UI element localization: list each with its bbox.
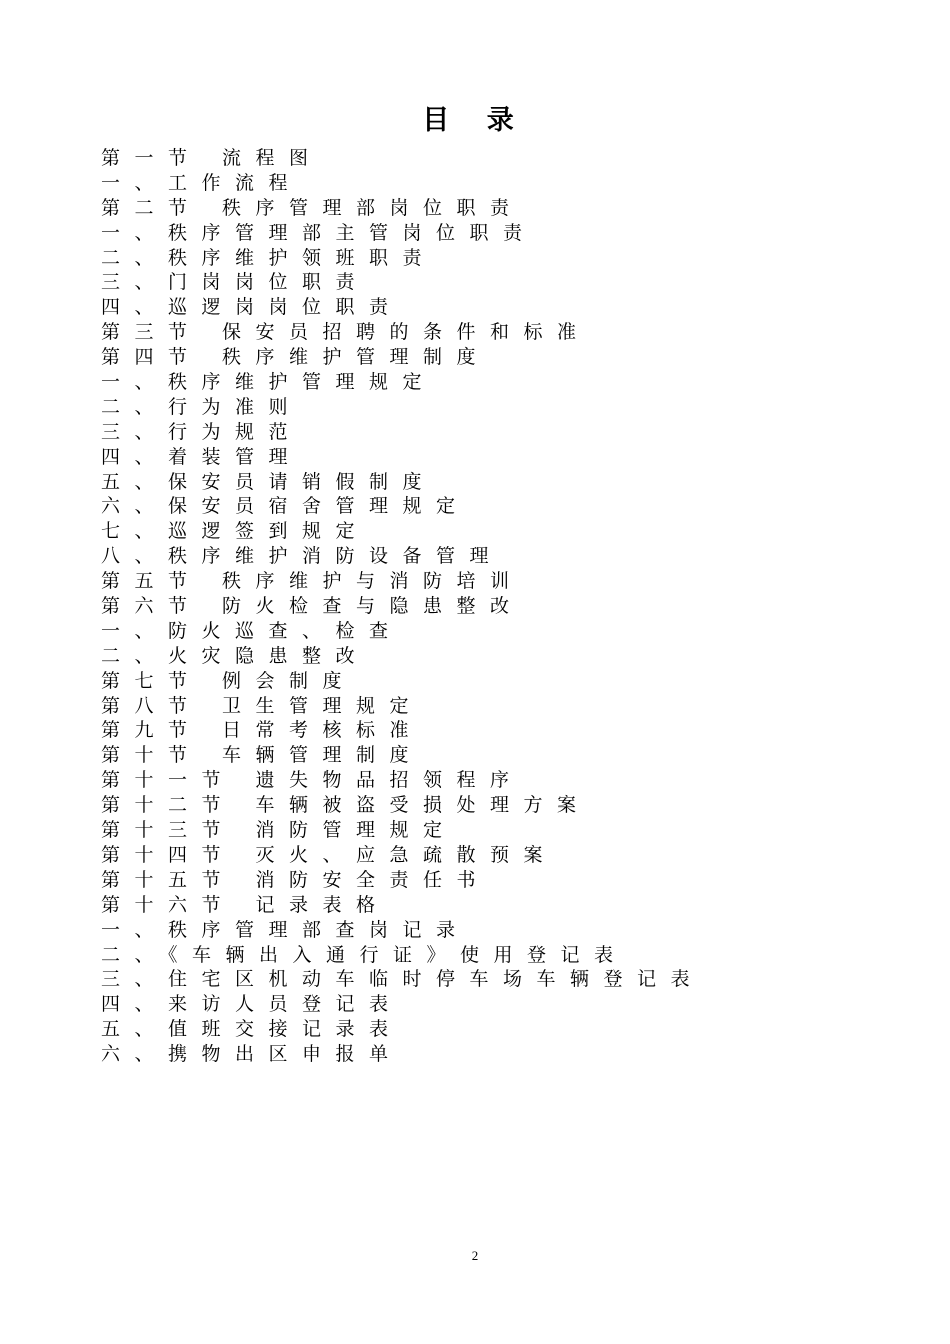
toc-entry: 二、《车辆出入通行证》使用登记表 xyxy=(101,943,628,966)
toc-entry: 四、来访人员登记表 xyxy=(101,993,403,1016)
toc-entry: 二、行为准则 xyxy=(101,395,303,418)
toc-entry: 第六节 防火检查与隐患整改 xyxy=(101,595,524,618)
toc-entry: 三、行为规范 xyxy=(101,420,303,443)
toc-entry: 第十五节 消防安全责任书 xyxy=(101,868,491,891)
toc-entry: 第八节 卫生管理规定 xyxy=(101,694,424,717)
toc-entry: 三、住宅区机动车临时停车场车辆登记表 xyxy=(101,968,705,991)
toc-entry: 二、秩序维护领班职责 xyxy=(101,246,437,269)
toc-entry: 一、工作流程 xyxy=(101,171,303,194)
toc-entry: 第五节 秩序维护与消防培训 xyxy=(101,570,524,593)
toc-entry: 第九节 日常考核标准 xyxy=(101,719,424,742)
toc-entry: 六、携物出区申报单 xyxy=(101,1043,403,1066)
toc-entry: 一、秩序管理部查岗记录 xyxy=(101,918,470,941)
toc-entry: 第三节 保安员招聘的条件和标准 xyxy=(101,321,591,344)
table-of-contents xyxy=(101,146,881,1067)
toc-entry: 第四节 秩序维护管理制度 xyxy=(101,346,491,369)
toc-entry: 七、巡逻签到规定 xyxy=(101,520,370,543)
toc-entry: 一、秩序维护管理规定 xyxy=(101,371,437,394)
toc-entry: 一、防火巡查、检查 xyxy=(101,619,403,642)
toc-entry: 第十六节 记录表格 xyxy=(101,893,390,916)
toc-entry: 第十二节 车辆被盗受损处理方案 xyxy=(101,794,591,817)
page-number: 2 xyxy=(471,1248,479,1263)
toc-entry: 第一节 流程图 xyxy=(101,147,323,169)
toc-entry: 五、保安员请销假制度 xyxy=(101,470,437,493)
toc-entry: 八、秩序维护消防设备管理 xyxy=(101,545,504,568)
toc-entry: 第十四节 灭火、应急疏散预案 xyxy=(101,843,558,866)
toc-entry: 四、巡逻岗岗位职责 xyxy=(101,296,403,319)
toc-entry: 第七节 例会制度 xyxy=(101,669,357,692)
toc-entry: 三、门岗岗位职责 xyxy=(101,271,370,294)
toc-entry: 第十节 车辆管理制度 xyxy=(101,744,424,767)
page-title: 目 录 xyxy=(422,105,528,136)
toc-entry: 四、着装管理 xyxy=(101,445,303,468)
toc-entry: 第十一节 遗失物品招领程序 xyxy=(101,769,524,792)
toc-entry: 六、保安员宿舍管理规定 xyxy=(101,495,470,518)
toc-entry: 第二节 秩序管理部岗位职责 xyxy=(101,196,524,219)
toc-entry: 第十三节 消防管理规定 xyxy=(101,819,457,842)
toc-entry: 二、火灾隐患整改 xyxy=(101,644,370,667)
toc-entry: 一、秩序管理部主管岗位职责 xyxy=(101,221,537,244)
toc-entry: 五、值班交接记录表 xyxy=(101,1018,403,1041)
